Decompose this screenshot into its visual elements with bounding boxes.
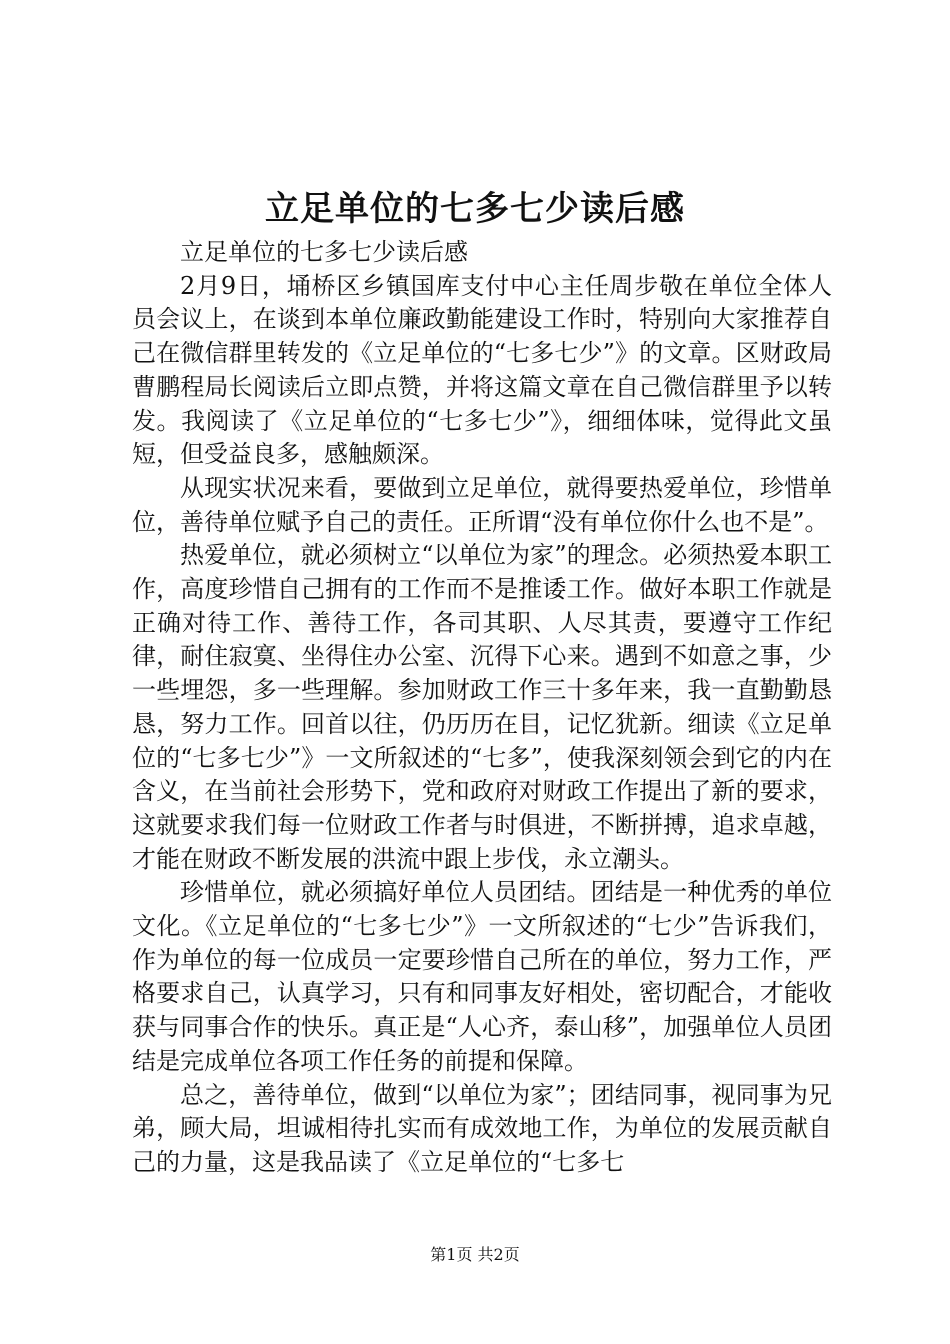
document-body bbox=[132, 236, 832, 1180]
page-footer: 第1页 共2页 bbox=[430, 1245, 520, 1264]
paragraph: 总之，善待单位，做到“以单位为家”；团结同事，视同事为兄弟，顾大局，坦诚相待扎实而有成效地工作，为单位的发展贡献自己的力量，这是我品读了《立足单位的“七多七 bbox=[132, 1080, 832, 1176]
paragraph-subtitle: 立足单位的七多七少读后感 bbox=[180, 238, 468, 266]
paragraph: 热爱单位，就必须树立“以单位为家”的理念。必须热爱本职工作，高度珍惜自己拥有的工作而不是推诿工作。做好本职工作就是正确对待工作、善待工作，各司其职、人尽其责，要遵守工作纪律，耐住寂寞、坐得住办公室、沉得下心来。遇到不如意之事，少一些埋怨，多一些理解。参加财政工作三十多年来，我一直勤勤恳恳，努力工作。回首以往，仍历历在目，记忆犹新。细读《立足单位的“七多七少”》一文所叙述的“七多”，使我深刻领会到它的内在含义，在当前社会形势下，党和政府对财政工作提出了新的要求，这就要求我们每一位财政工作者与时俱进，不断拼搏，追求卓越，才能在财政不断发展的洪流中跟上步伐，永立潮头。 bbox=[132, 541, 832, 873]
paragraph: 2月9日，埇桥区乡镇国库支付中心主任周步敬在单位全体人员会议上，在谈到本单位廉政勤能建设工作时，特别向大家推荐自己在微信群里转发的《立足单位的“七多七少”》的文章。区财政局曹鹏程局长阅读后立即点赞，并将这篇文章在自己微信群里予以转发。我阅读了《立足单位的“七多七少”》，细细体味，觉得此文虽短，但受益良多，感触颇深。 bbox=[132, 271, 832, 469]
paragraph: 从现实状况来看，要做到立足单位，就得要热爱单位，珍惜单位，善待单位赋予自己的责任。正所谓“没有单位你什么也不是”。 bbox=[132, 473, 832, 536]
paragraph: 珍惜单位，就必须搞好单位人员团结。团结是一种优秀的单位文化。《立足单位的“七多七少”》一文所叙述的“七少”告诉我们，作为单位的每一位成员一定要珍惜自己所在的单位，努力工作，严格要求自己，认真学习，只有和同事友好相处，密切配合，才能收获与同事合作的快乐。真正是“人心齐，泰山移”，加强单位人员团结是完成单位各项工作任务的前提和保障。 bbox=[132, 878, 832, 1075]
document-title: 立足单位的七多七少读后感 bbox=[265, 189, 685, 229]
